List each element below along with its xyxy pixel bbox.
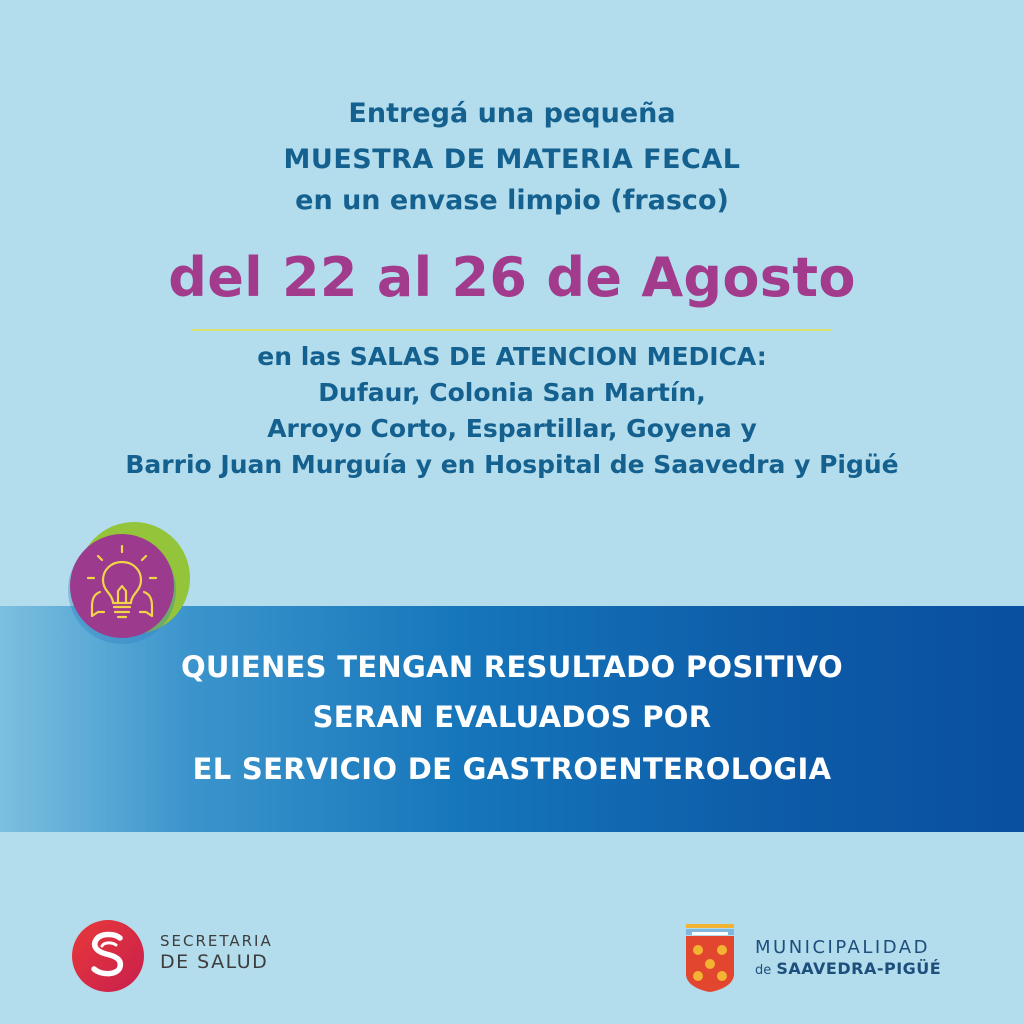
- locations-line-1: en las SALAS DE ATENCION MEDICA:: [257, 342, 767, 371]
- lightbulb-badge: [56, 516, 196, 656]
- municipalidad-prefix: de: [755, 962, 772, 978]
- secretaria-line-1: SECRETARIA: [160, 932, 273, 950]
- municipalidad-name: SAAVEDRA-PIGÜÉ: [776, 958, 942, 978]
- band-line-2: SERAN EVALUADOS POR: [312, 700, 712, 734]
- municipalidad-line-2: [755, 960, 941, 978]
- locations-line-3: Arroyo Corto, Espartillar, Goyena y: [267, 414, 757, 443]
- intro-line-2: MUESTRA DE MATERIA FECAL: [283, 144, 741, 175]
- municipal-shield-icon: [684, 924, 736, 992]
- municipalidad-line-1: MUNICIPALIDAD: [755, 937, 930, 958]
- dates-heading: del 22 al 26 de Agosto: [168, 246, 856, 309]
- band-line-3: EL SERVICIO DE GASTROENTEROLOGIA: [192, 752, 832, 786]
- intro-line-1: Entregá una pequeña: [348, 98, 676, 129]
- divider: [192, 329, 832, 331]
- secretaria-line-2: DE SALUD: [160, 950, 269, 973]
- secretaria-salud-text: [160, 934, 273, 973]
- secretaria-salud-logo-icon: [70, 918, 146, 994]
- municipalidad-text: [755, 938, 941, 978]
- locations-line-4: Barrio Juan Murguía y en Hospital de Saavedra y Pigüé: [125, 450, 899, 479]
- locations-line-2: Dufaur, Colonia San Martín,: [318, 378, 706, 407]
- band-line-1: QUIENES TENGAN RESULTADO POSITIVO: [180, 650, 844, 684]
- intro-line-3: en un envase limpio (frasco): [295, 185, 729, 216]
